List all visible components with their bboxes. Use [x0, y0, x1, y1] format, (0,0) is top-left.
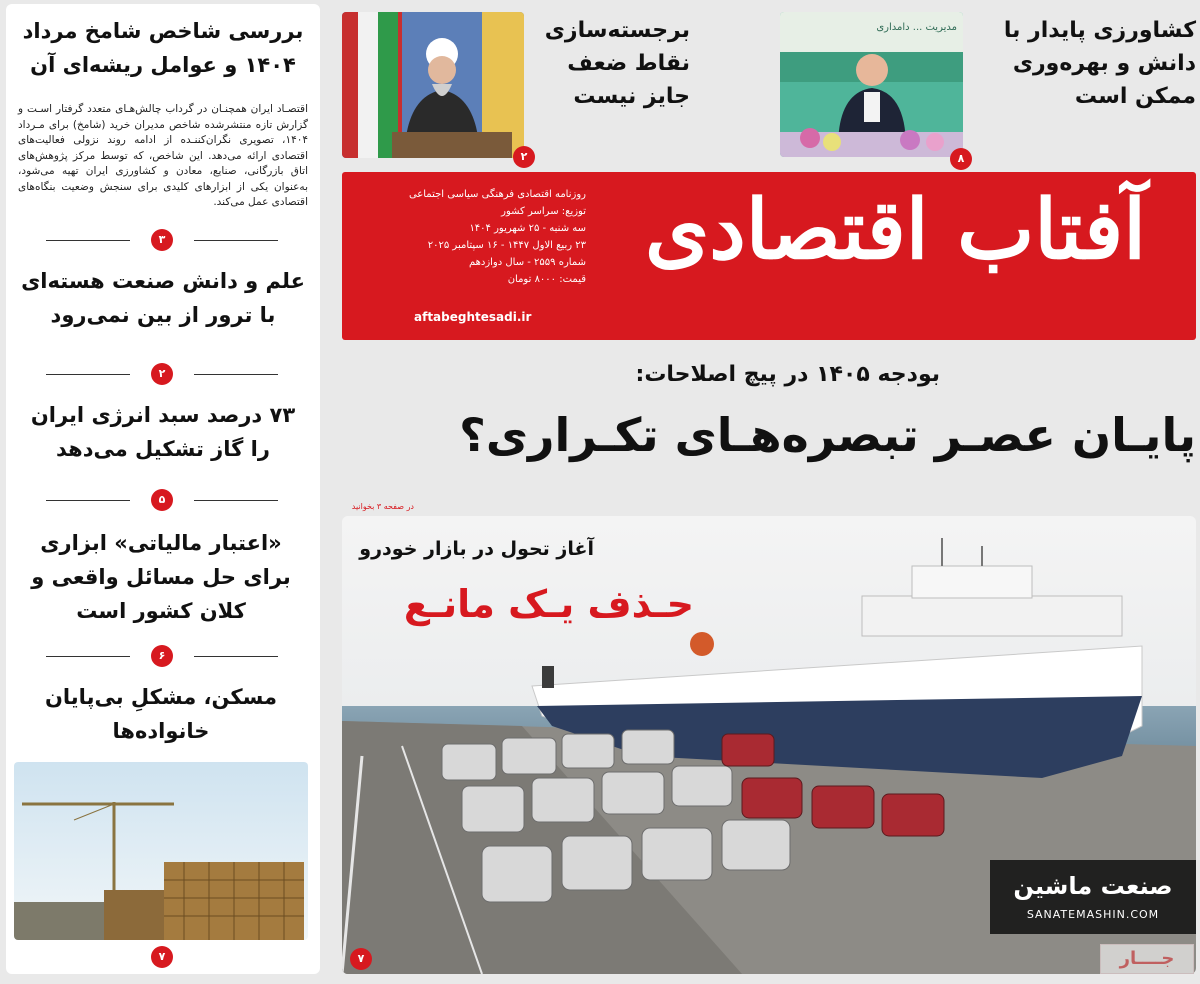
continued-note: در صفحه ۳ بخوانید	[351, 502, 414, 511]
info-line: شماره ۲۵۵۹ - سال دوازدهم	[468, 257, 586, 268]
info-line: توزیع: سراسر کشور	[501, 206, 586, 217]
teaser-line: ممکن است	[1074, 84, 1196, 109]
info-line: سه شنبه - ۲۵ شهریور ۱۴۰۴	[469, 223, 586, 234]
photo-banner-text: مدیریت ... دامداری	[876, 22, 957, 33]
agriculture-photo[interactable]	[780, 12, 963, 157]
story-headline[interactable]: ۷۳ درصد سبد انرژی ایران را گاز تشکیل می‌دهد	[30, 403, 296, 461]
teaser-line: نقاط ضعف	[567, 51, 690, 76]
lead-kicker: بودجه ۱۴۰۵ در پیچ اصلاحات:	[635, 362, 940, 387]
story-headline[interactable]: «اعتبار مالیاتی» ابزاری برای حل مسائل واقعی و کلان کشور است	[31, 531, 291, 623]
teaser-line: دانش و بهره‌وری	[1012, 51, 1196, 76]
lead-headline[interactable]: پایـان عصـر تبصره‌هـای تکـراری؟	[459, 408, 1196, 462]
page-badge: ۸	[950, 148, 972, 170]
divider	[46, 240, 130, 241]
divider	[194, 656, 278, 657]
watermark-box	[990, 860, 1196, 934]
page-badge: ۳	[151, 229, 173, 251]
story-body: اقتصـاد ایران همچنـان در گرداب چالش‌هـای متعدد گرفتار اسـت و گزارش تازه منتشرشده شاخص مدیران خرید (شامخ) برای مـرداد ۱۴۰۴، تصویری نگران‌کننـده از ادامه روند نزولی فعالیت‌های اقتصادی ارائه می‌دهد. این شاخص، که توسط مرکز پژوهش‌های اتاق بازرگانی، صنایع، معادن و کشاورزی ایران تهیه می‌شود، به‌عنوان یکی از ابزارهای کلیدی برای سنجش وضعیت بنگاه‌های اقتصادی عمل می‌کند.	[18, 103, 308, 208]
page-badge: ۲	[513, 146, 535, 168]
divider	[194, 500, 278, 501]
cleric-photo[interactable]	[342, 12, 524, 158]
story-headline[interactable]: علم و دانش صنعت هسته‌ای با ترور از بین نمی‌رود	[21, 269, 305, 327]
teaser-line: جایز نیست	[573, 84, 690, 109]
website-link[interactable]: aftabeghtesadi.ir	[414, 310, 532, 324]
teaser-line: برجسته‌سازی	[544, 18, 690, 43]
photo-kicker: آغاز تحول در بازار خودرو	[359, 538, 594, 560]
construction-photo[interactable]	[14, 762, 308, 940]
teaser-headline-right[interactable]	[972, 14, 1196, 113]
speaker-illustration	[780, 12, 963, 157]
info-line: ۲۳ ربیع الاول ۱۴۴۷ - ۱۶ سپتامبر ۲۰۲۵	[427, 240, 586, 251]
photo-headline[interactable]: حـذف یـک مانـع	[403, 582, 694, 626]
watermark-brand: صنعت ماشین	[1013, 872, 1173, 900]
story-headline[interactable]: بررسی شاخص شامخ مرداد ۱۴۰۴ و عوامل ریشه‌ای آن	[22, 19, 304, 77]
info-line: روزنامه اقتصادی فرهنگی سیاسی اجتماعی	[408, 189, 586, 200]
divider	[194, 240, 278, 241]
page-badge: ۷	[151, 946, 173, 968]
teaser-headline-left[interactable]	[530, 14, 690, 113]
teaser-line: کشاورزی پایدار با	[1003, 18, 1196, 43]
newspaper-logo[interactable]: آفتاب اقتصادی	[645, 182, 1146, 278]
page-badge: ۵	[151, 489, 173, 511]
corner-tag: جــــار	[1100, 944, 1194, 974]
page-badge: ۷	[350, 948, 372, 970]
left-column	[6, 4, 320, 974]
page-badge: ۶	[151, 645, 173, 667]
watermark-url: SANATEMASHIN.COM	[1026, 908, 1160, 921]
construction-illustration	[14, 762, 308, 940]
divider	[46, 656, 130, 657]
masthead-info	[376, 186, 586, 288]
cleric-illustration	[342, 12, 524, 158]
masthead	[342, 172, 1196, 340]
divider	[46, 374, 130, 375]
story-headline[interactable]: مسکن، مشکلِ بی‌پایان خانواده‌ها	[44, 685, 277, 743]
page-badge: ۲	[151, 363, 173, 385]
divider	[46, 500, 130, 501]
divider	[194, 374, 278, 375]
info-line: قیمت: ۸۰۰۰ تومان	[507, 274, 586, 285]
